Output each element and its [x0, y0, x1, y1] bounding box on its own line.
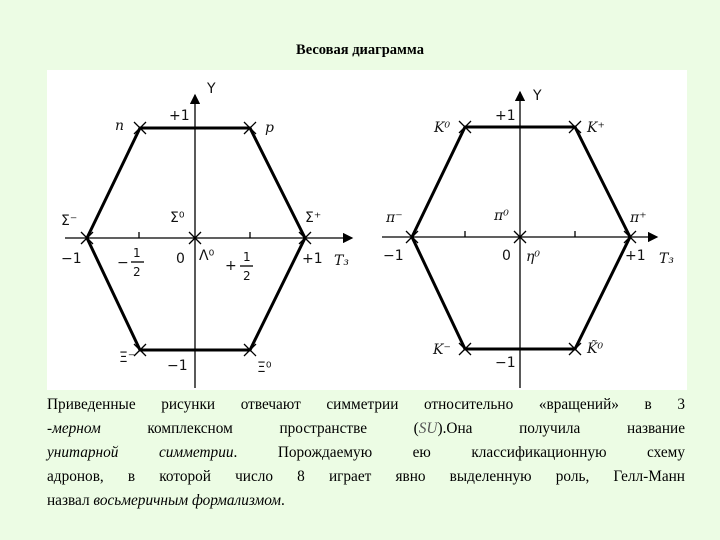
- label-k-zero-bar: K̃⁰: [587, 341, 604, 357]
- baryon-x-plus-one: +1: [302, 251, 323, 267]
- weight-diagrams-svg: [47, 70, 687, 390]
- label-sigma-plus: Σ⁺: [305, 210, 322, 226]
- baryon-x-minus-one: −1: [61, 251, 82, 267]
- meson-state-marks: [406, 121, 636, 355]
- minus-half-num: 1: [133, 246, 141, 260]
- label-n: n: [115, 118, 125, 134]
- label-xi-minus: Ξ⁻: [119, 350, 136, 366]
- baryon-t3-label: T₃: [334, 253, 349, 269]
- meson-zero: 0: [502, 248, 511, 264]
- baryon-state-marks: [81, 122, 311, 356]
- text-line-1: [47, 393, 685, 417]
- meson-x-plus-one: +1: [625, 248, 646, 264]
- label-pi-plus: π⁺: [630, 210, 647, 226]
- minus-half-den: 2: [133, 265, 141, 279]
- minus-half-sign: −: [117, 255, 129, 271]
- text-line-3: [47, 441, 685, 465]
- text-l2b: комплексном пространстве (: [147, 420, 419, 437]
- label-pi-minus: π⁻: [386, 210, 403, 226]
- text-l5b: восьмеричным формализмом: [93, 492, 282, 509]
- baryon-plus-one: +1: [169, 108, 190, 124]
- baryon-octet-diagram: [61, 81, 352, 388]
- baryon-zero: 0: [176, 251, 185, 267]
- meson-plus-one: +1: [495, 108, 516, 124]
- text-line-2: [47, 417, 685, 441]
- weight-diagram-figure: [47, 70, 687, 390]
- label-sigma-zero: Σ⁰: [170, 210, 185, 226]
- text-line-4: [47, 465, 685, 489]
- meson-y-label: Y: [533, 88, 542, 104]
- text-l2c: ).Она получила название: [437, 420, 685, 437]
- su-symbol: SU: [418, 420, 438, 437]
- text-l3a: унитарной симметрии: [47, 444, 234, 461]
- plus-half-den: 2: [243, 269, 251, 283]
- text-l4: адронов, в которой число 8 играет явно выделенную роль, Гелл-Манн: [47, 468, 685, 485]
- text-l5c: .: [281, 492, 285, 509]
- label-eta: η⁰: [526, 249, 540, 265]
- label-pi-zero: π⁰: [494, 208, 509, 224]
- meson-minus-one: −1: [495, 355, 516, 371]
- text-line-5: [47, 489, 685, 513]
- page-title: Весовая диаграмма: [296, 42, 424, 58]
- text-l5a: назвал: [47, 492, 94, 509]
- meson-t3-label: T₃: [659, 251, 674, 267]
- label-sigma-minus: Σ⁻: [61, 213, 78, 229]
- text-l1: Приведенные рисунки отвечают симметрии относительно «вращений» в 3: [47, 396, 685, 413]
- baryon-y-label: Y: [207, 81, 216, 97]
- label-k-minus: K⁻: [433, 342, 451, 358]
- plus-half-num: 1: [243, 250, 251, 264]
- plus-half-sign: +: [225, 258, 237, 274]
- label-k-zero: K⁰: [434, 120, 451, 136]
- text-l3b: . Порождаемую ею классификационную схему: [233, 444, 685, 461]
- meson-x-minus-one: −1: [383, 248, 404, 264]
- label-k-plus: K⁺: [587, 120, 605, 136]
- description-paragraph: [47, 393, 685, 513]
- label-p: p: [265, 120, 274, 136]
- baryon-minus-one: −1: [167, 358, 188, 374]
- label-lambda: Λ⁰: [199, 248, 215, 264]
- meson-octet-diagram: [382, 88, 674, 388]
- text-l2a: -мерном: [47, 420, 101, 437]
- label-xi-zero: Ξ⁰: [257, 360, 272, 376]
